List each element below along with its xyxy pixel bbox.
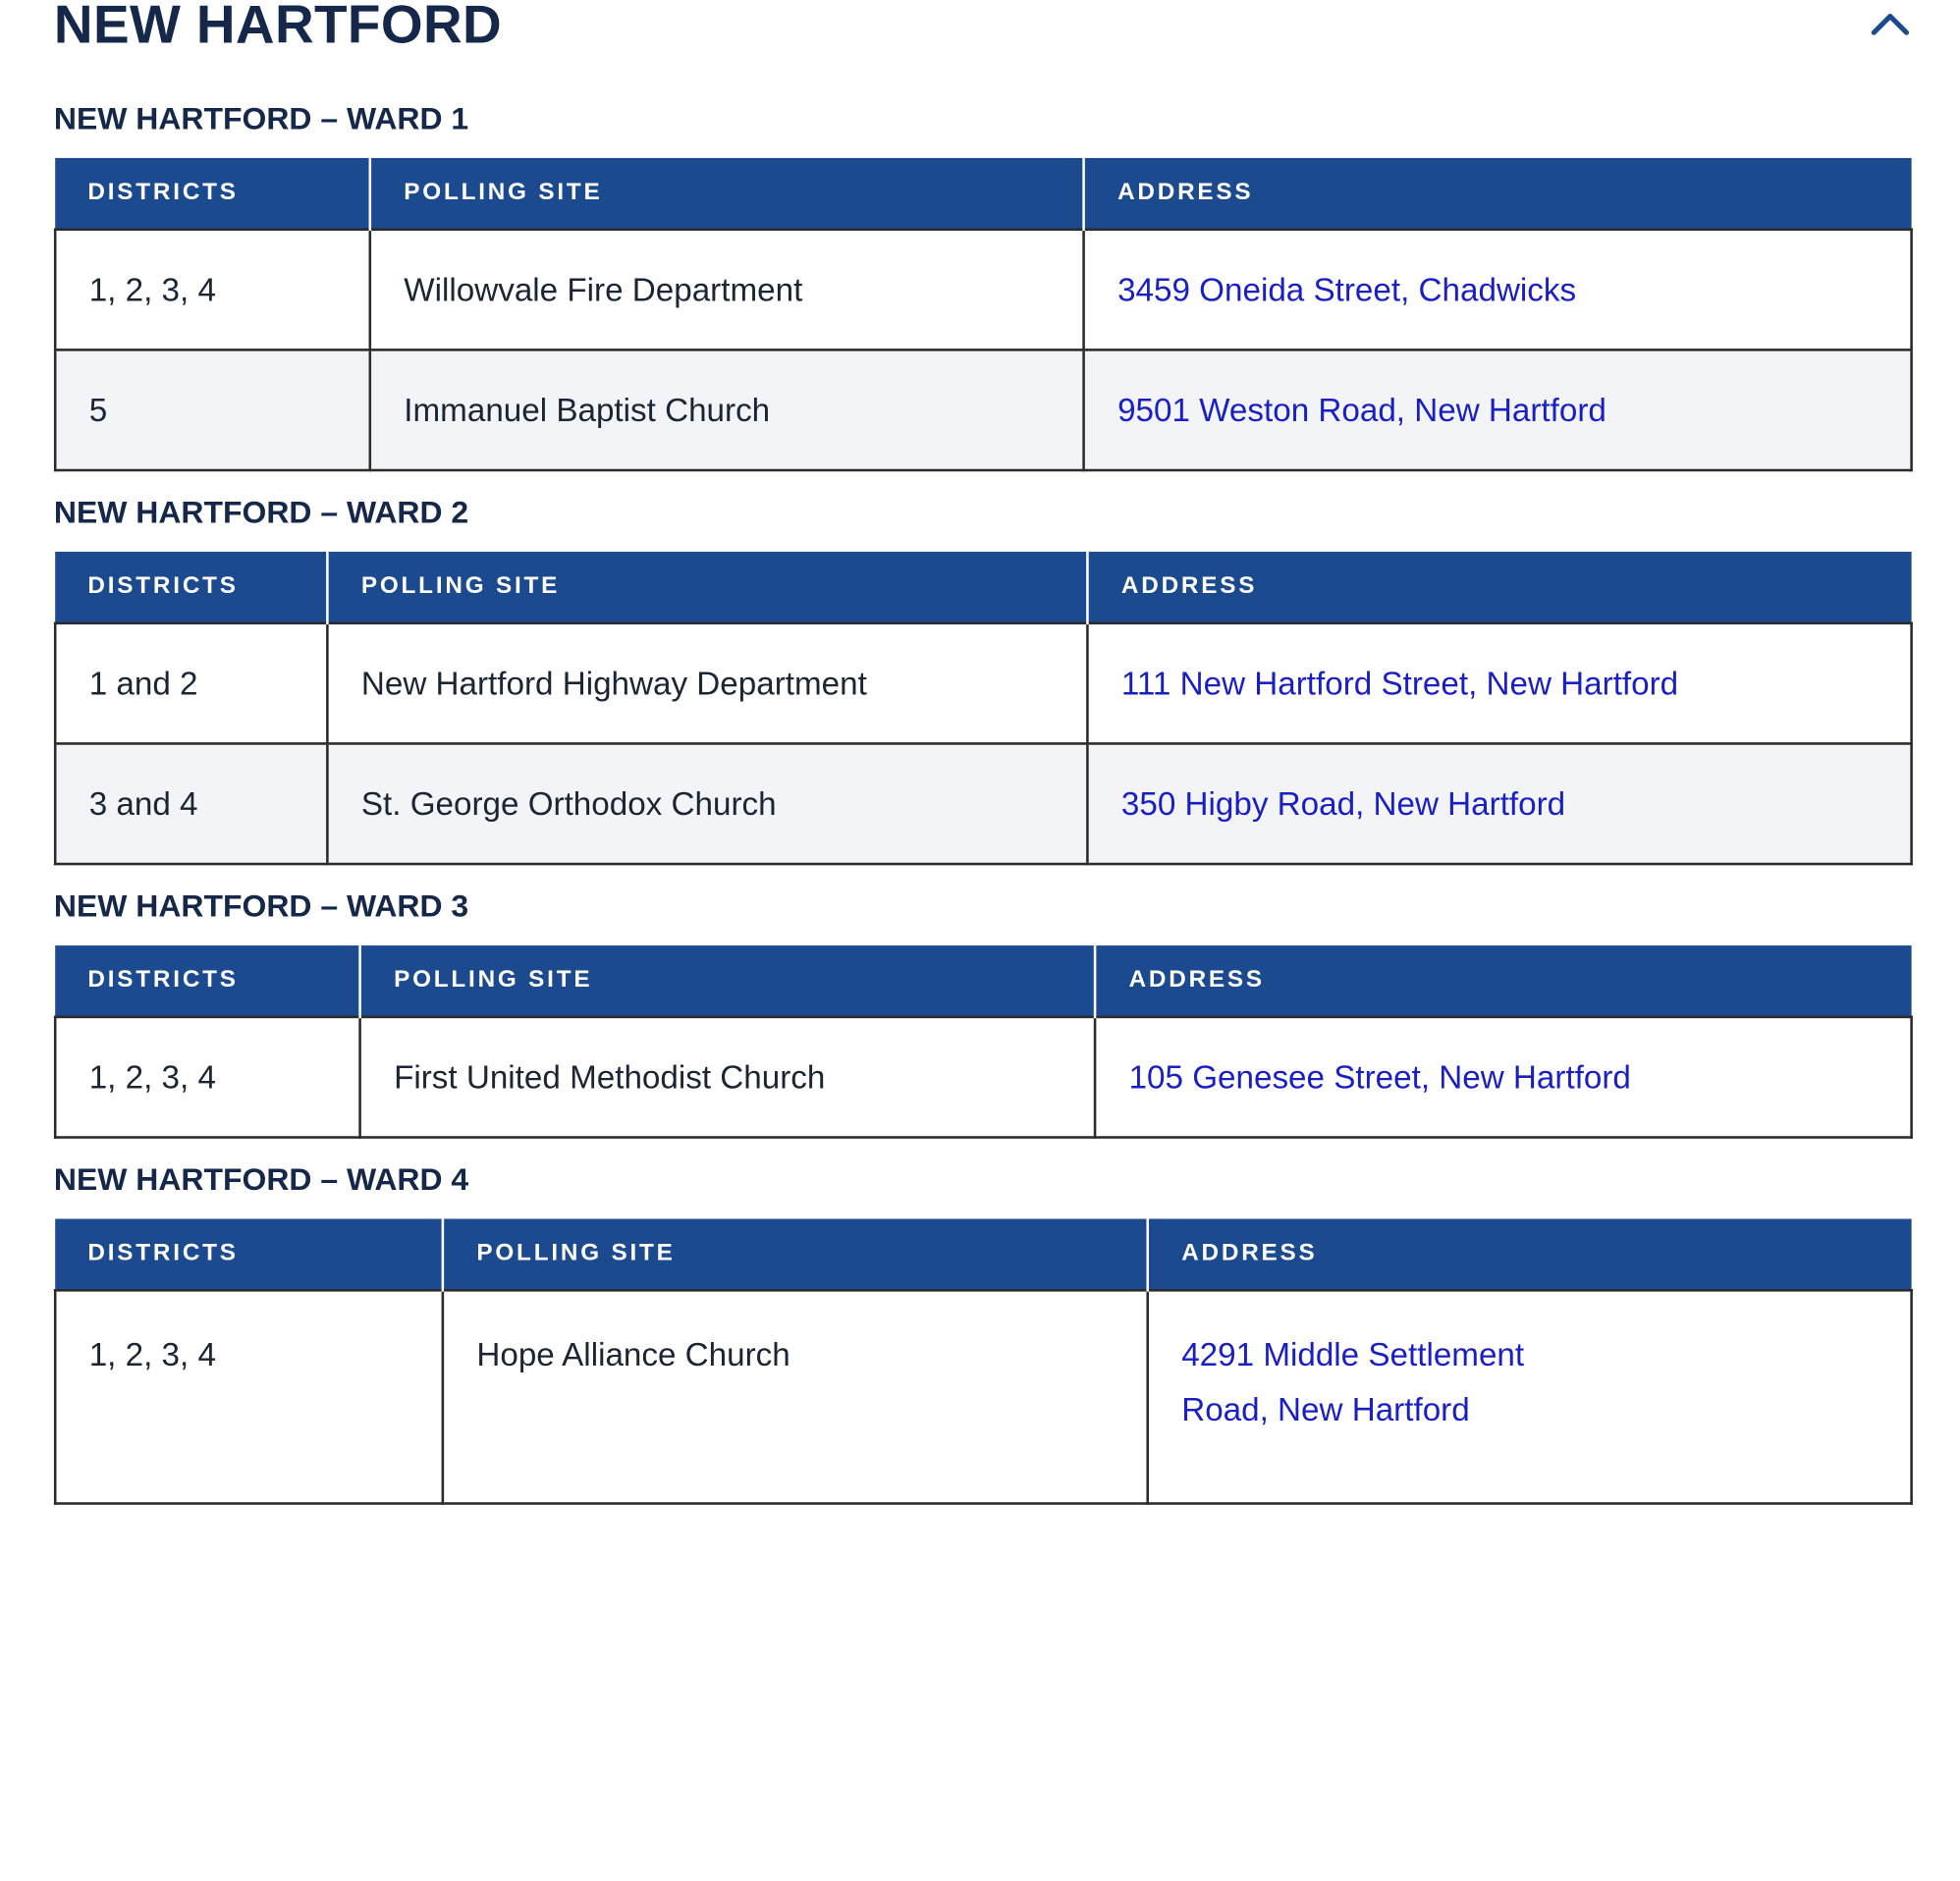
districts-cell: 1, 2, 3, 4 — [55, 1290, 443, 1503]
table-header-row — [55, 945, 1911, 1017]
table-row — [55, 623, 1911, 744]
districts-cell: 1, 2, 3, 4 — [55, 230, 370, 350]
column-header-polling-site: POLLING SITE — [360, 945, 1095, 1017]
address-link[interactable]: 105 Genesee Street, New Hartford — [1128, 1057, 1631, 1096]
address-cell — [1084, 230, 1912, 350]
districts-cell: 1, 2, 3, 4 — [55, 1017, 359, 1138]
districts-cell: 1 and 2 — [55, 623, 327, 744]
address-cell — [1095, 1017, 1912, 1138]
polling-site-cell: First United Methodist Church — [360, 1017, 1095, 1138]
polling-site-cell: New Hartford Highway Department — [327, 623, 1087, 744]
column-header-polling-site: POLLING SITE — [443, 1219, 1148, 1291]
column-header-address: ADDRESS — [1095, 945, 1912, 1017]
collapse-toggle-button[interactable] — [1869, 5, 1911, 42]
address-link[interactable]: 9501 Weston Road, New Hartford — [1117, 390, 1606, 429]
column-header-address: ADDRESS — [1084, 158, 1912, 230]
ward-2-table — [54, 552, 1913, 865]
column-header-districts: DISTRICTS — [55, 158, 370, 230]
address-link[interactable]: 3459 Oneida Street, Chadwicks — [1117, 270, 1577, 308]
table-row — [55, 1017, 1911, 1138]
ward-2-title: NEW HARTFORD – WARD 2 — [53, 495, 469, 531]
table-header-row — [55, 1219, 1911, 1291]
table-header-row — [55, 552, 1911, 623]
column-header-polling-site: POLLING SITE — [327, 552, 1087, 623]
address-cell — [1087, 623, 1911, 744]
address-link[interactable]: 350 Higby Road, New Hartford — [1120, 783, 1566, 823]
ward-3-title: NEW HARTFORD – WARD 3 — [53, 888, 469, 925]
ward-1-title: NEW HARTFORD – WARD 1 — [53, 101, 469, 137]
ward-3-table — [54, 945, 1913, 1139]
table-row — [55, 349, 1911, 470]
polling-site-cell: St. George Orthodox Church — [327, 743, 1087, 864]
polling-site-cell: Immanuel Baptist Church — [370, 349, 1084, 470]
address-link[interactable]: 111 New Hartford Street, New Hartford — [1120, 664, 1679, 702]
districts-cell: 5 — [55, 349, 370, 470]
table-row — [55, 1290, 1911, 1503]
ward-1-table — [54, 158, 1913, 471]
address-cell — [1087, 743, 1911, 864]
polling-site-cell: Hope Alliance Church — [443, 1290, 1148, 1503]
page-title: NEW HARTFORD — [53, 0, 503, 56]
column-header-districts: DISTRICTS — [55, 1219, 443, 1291]
address-cell — [1148, 1290, 1912, 1503]
table-header-row — [55, 158, 1911, 230]
column-header-address: ADDRESS — [1148, 1219, 1912, 1291]
column-header-address: ADDRESS — [1087, 552, 1911, 623]
table-row — [55, 743, 1911, 864]
polling-site-cell: Willowvale Fire Department — [370, 230, 1084, 350]
chevron-up-icon — [1869, 5, 1911, 42]
table-row — [55, 230, 1911, 350]
districts-cell: 3 and 4 — [55, 743, 327, 864]
ward-4-table — [54, 1219, 1913, 1505]
column-header-districts: DISTRICTS — [55, 552, 327, 623]
address-link[interactable]: 4291 Middle Settlement Road, New Hartford — [1181, 1335, 1525, 1428]
column-header-polling-site: POLLING SITE — [370, 158, 1084, 230]
ward-4-title: NEW HARTFORD – WARD 4 — [53, 1162, 469, 1198]
address-cell — [1084, 349, 1912, 470]
column-header-districts: DISTRICTS — [55, 945, 359, 1017]
